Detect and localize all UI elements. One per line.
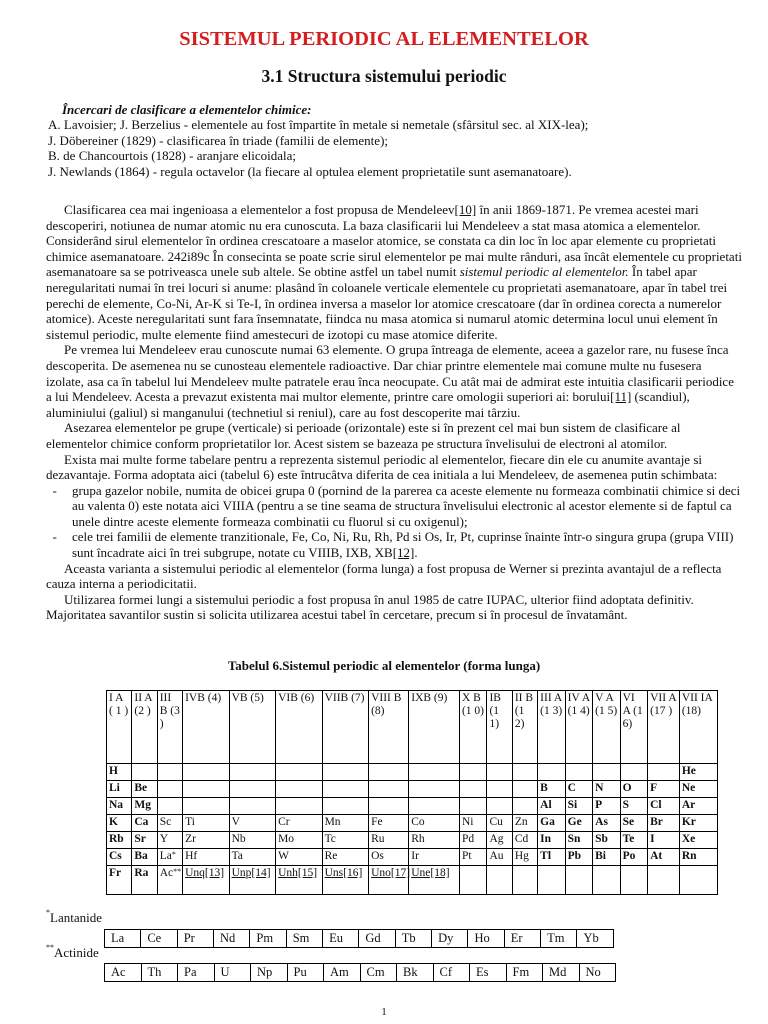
element-cell: Pr bbox=[177, 930, 213, 948]
empty-cell bbox=[229, 764, 276, 781]
element-cell: Dy bbox=[432, 930, 468, 948]
empty-cell bbox=[229, 781, 276, 798]
empty-cell bbox=[487, 798, 512, 815]
empty-cell bbox=[512, 798, 537, 815]
element-cell: Be bbox=[132, 781, 157, 798]
element-cell: W bbox=[276, 849, 323, 866]
element-cell: Pd bbox=[459, 832, 486, 849]
empty-cell bbox=[409, 798, 460, 815]
page-title: SISTEMUL PERIODIC AL ELEMENTELOR bbox=[179, 28, 589, 50]
paragraph-6: Utilizarea formei lungi a sistemului periodic a fost propusa în anul 1985 de catre IUPAC, ulterior fiind adoptata definitiv. Majoritatea savantilor sustin si solicita utilizarea acestui tabel în cercetare, precum si în procesul de învatamânt. bbox=[46, 591, 694, 623]
element-cell: Tl bbox=[538, 849, 565, 866]
list-item-text bbox=[70, 529, 742, 560]
element-cell: Ne bbox=[679, 781, 717, 798]
element-cell bbox=[229, 866, 276, 895]
element-cell: Ga bbox=[538, 815, 565, 832]
element-cell: Na bbox=[107, 798, 132, 815]
element-cell: In bbox=[538, 832, 565, 849]
group-header: VII A (17 ) bbox=[648, 691, 680, 764]
empty-cell bbox=[679, 866, 717, 895]
element-cell: Fe bbox=[369, 815, 409, 832]
element-cell: Cl bbox=[648, 798, 680, 815]
element-cell: Sb bbox=[593, 832, 620, 849]
footnote-mark: ** bbox=[173, 867, 182, 876]
group-header: II A (2 ) bbox=[132, 691, 157, 764]
text: în anii 1869-1871. Pe vremea acestei mari descoperiri, notiunea de numar atomic nu era cunoscuta. La baza clasificarii lui Mendeleev a stat masa atomica a elementelor. Considerând sirul elementelor în ordinea crescatoare a maselor atomice, se constata ca din loc în loc apar elemente cu proprietati chimice asemanatoare. 242i89c În consecinta se poate scrie sirul elementelor pe mai multe rânduri, asa încât elementele cu proprietati asemanatoare sa se potriveasca unele sub altele. Se obtine astfel un tabel numit bbox=[46, 202, 742, 280]
element-cell: Tc bbox=[322, 832, 369, 849]
element-cell: Cu bbox=[487, 815, 512, 832]
element-cell: Os bbox=[369, 849, 409, 866]
list-item bbox=[46, 483, 742, 530]
element-cell: Np bbox=[251, 964, 288, 982]
element-cell: Ac bbox=[105, 964, 142, 982]
element-cell: K bbox=[107, 815, 132, 832]
list-item bbox=[46, 529, 742, 560]
element-cell: Nb bbox=[229, 832, 276, 849]
element-cell: Y bbox=[157, 832, 182, 849]
empty-cell bbox=[459, 798, 486, 815]
empty-cell bbox=[157, 781, 182, 798]
empty-cell bbox=[459, 866, 486, 895]
empty-cell bbox=[459, 764, 486, 781]
element-cell: Pu bbox=[287, 964, 324, 982]
text: Pe vremea lui Mendeleev erau cunoscute numai 63 elemente. O grupa întreaga de elemente, aceea a gazelor rare, nu fusese înca descoperita. De asemenea nu se cunosteau elementele radioactive. Dar chiar printre elementele mai comune multe nu fusesera izolate, asa ca în tabelul lui Mendeleev multe patratele erau înca neocupate. Cu atât mai de admirat este intuitia clasificarii periodice a lui Mendeleev. Acesta a prevazut existenta mai multor elemente, printre care omologii superiori ai: borului bbox=[46, 342, 734, 405]
text: cele trei familii de elemente tranzitionale, Fe, Co, Ni, Ru, Rh, Pd si Os, Ir, Pt, cuprinse înainte într-o singura grupa (grupa VIII) sunt încadrate aici în trei subgrupe, notate cu VIIIB, IXB, XB bbox=[72, 529, 734, 561]
element-cell: Te bbox=[620, 832, 647, 849]
element-cell: Ge bbox=[565, 815, 592, 832]
element-cell: Tm bbox=[541, 930, 577, 948]
intro-heading: Încercari de clasificare a elementelor chimice: bbox=[62, 102, 312, 117]
group-header: I A ( 1 ) bbox=[107, 691, 132, 764]
element-cell: Ac** bbox=[157, 866, 182, 895]
element-cell bbox=[369, 866, 409, 895]
element-cell: Po bbox=[620, 849, 647, 866]
element-cell: Si bbox=[565, 798, 592, 815]
group-header: III B (3 ) bbox=[157, 691, 182, 764]
empty-cell bbox=[183, 798, 230, 815]
element-cell: V bbox=[229, 815, 276, 832]
group-header: VIB (6) bbox=[276, 691, 323, 764]
element-cell: Yb bbox=[577, 930, 614, 948]
group-header: IB (1 1) bbox=[487, 691, 512, 764]
group-header: VII IA (18) bbox=[679, 691, 717, 764]
element-cell: Ho bbox=[468, 930, 504, 948]
empty-cell bbox=[512, 764, 537, 781]
empty-cell bbox=[409, 764, 460, 781]
element-cell: Fr bbox=[107, 866, 132, 895]
group-header: II B (1 2) bbox=[512, 691, 537, 764]
paragraph-1 bbox=[46, 202, 742, 342]
empty-cell bbox=[620, 764, 647, 781]
element-cell: Eu bbox=[323, 930, 359, 948]
element-cell: Ti bbox=[183, 815, 230, 832]
element-cell: Ba bbox=[132, 849, 157, 866]
empty-cell bbox=[409, 781, 460, 798]
element-cell: Ru bbox=[369, 832, 409, 849]
element-cell: Er bbox=[504, 930, 540, 948]
element-cell: Bi bbox=[593, 849, 620, 866]
empty-cell bbox=[369, 781, 409, 798]
footnote-link[interactable]: Unh[15] bbox=[278, 867, 318, 879]
asterisk-mark: ** bbox=[46, 943, 54, 952]
empty-cell bbox=[512, 866, 537, 895]
text: În tabel apar neregularitati numai în trei locuri si anume: plasând în coloanele verticale elementele cu proprietati asemanatoare, apar în tabel trei perechi de elemente, Co-Ni, Ar-K si Te-I, în ordinea inversa a maselor lor atomice crescatoare (dar în ordinea corecta a numerelor atomice). Aceste neregularitati sunt fara însemnatate, fiindca nu masa atomica si numarul atomic determina locul unui element în sistemul periodic, multe elemente fiind amestecuri de izotopi cu mase atomice diferite. bbox=[46, 264, 728, 342]
element-cell: Hg bbox=[512, 849, 537, 866]
element-cell: Nd bbox=[214, 930, 250, 948]
empty-cell bbox=[538, 866, 565, 895]
element-cell: Br bbox=[648, 815, 680, 832]
footnote-link-12[interactable]: [12] bbox=[392, 545, 415, 561]
element-cell: Fm bbox=[506, 964, 543, 982]
group-header: X B (1 0) bbox=[459, 691, 486, 764]
element-cell: Mn bbox=[322, 815, 369, 832]
section-title: 3.1 Structura sistemului periodic bbox=[261, 66, 507, 86]
empty-cell bbox=[322, 764, 369, 781]
group-header: IXB (9) bbox=[409, 691, 460, 764]
element-cell: As bbox=[593, 815, 620, 832]
lanthanide-label bbox=[46, 910, 102, 926]
intro-block bbox=[48, 102, 738, 179]
empty-cell bbox=[538, 764, 565, 781]
empty-cell bbox=[276, 798, 323, 815]
intro-line: B. de Chancourtois (1828) - aranjare elicoidala; bbox=[48, 148, 296, 164]
empty-cell bbox=[593, 764, 620, 781]
text: (scandiul), aluminiului (galiul) si manganului (technetiul si reniul), care au fost descoperite mai târziu. bbox=[46, 389, 690, 420]
element-cell: Ar bbox=[679, 798, 717, 815]
label-text: Lantanide bbox=[50, 910, 102, 925]
element-cell: Co bbox=[409, 815, 460, 832]
group-header: V A (1 5) bbox=[593, 691, 620, 764]
element-cell: Sn bbox=[565, 832, 592, 849]
table-caption: Tabelul 6.Sistemul periodic al elementelor (forma lunga) bbox=[227, 658, 541, 673]
element-cell: Rb bbox=[107, 832, 132, 849]
element-cell: Cs bbox=[107, 849, 132, 866]
element-cell: Rn bbox=[679, 849, 717, 866]
empty-cell bbox=[157, 764, 182, 781]
element-cell: Bk bbox=[397, 964, 434, 982]
element-cell: Cr bbox=[276, 815, 323, 832]
element-cell: Re bbox=[322, 849, 369, 866]
element-cell: Ag bbox=[487, 832, 512, 849]
lanthanide-series bbox=[104, 929, 614, 948]
group-header: VB (5) bbox=[229, 691, 276, 764]
footnote-link[interactable]: Unp[14] bbox=[231, 867, 271, 879]
actinide-label bbox=[46, 945, 99, 961]
element-cell: Zn bbox=[512, 815, 537, 832]
group-header: IVB (4) bbox=[183, 691, 230, 764]
element-cell: Mo bbox=[276, 832, 323, 849]
bullet-dash: - bbox=[46, 529, 57, 545]
element-cell: Ra bbox=[132, 866, 157, 895]
empty-cell bbox=[369, 798, 409, 815]
empty-cell bbox=[620, 866, 647, 895]
group-header: VIII B (8) bbox=[369, 691, 409, 764]
element-cell: Ir bbox=[409, 849, 460, 866]
element-cell: Ca bbox=[132, 815, 157, 832]
element-cell: I bbox=[648, 832, 680, 849]
element-cell: F bbox=[648, 781, 680, 798]
element-cell: Pb bbox=[565, 849, 592, 866]
element-cell: U bbox=[214, 964, 251, 982]
element-cell: Cd bbox=[512, 832, 537, 849]
element-cell: Am bbox=[324, 964, 361, 982]
element-cell: Pt bbox=[459, 849, 486, 866]
footnote-link[interactable]: Unq[13] bbox=[185, 867, 225, 879]
element-cell: Ce bbox=[141, 930, 177, 948]
element-cell: Mg bbox=[132, 798, 157, 815]
actinide-series bbox=[104, 963, 616, 982]
element-cell: Tb bbox=[395, 930, 431, 948]
element-cell: Hf bbox=[183, 849, 230, 866]
element-cell: Es bbox=[470, 964, 507, 982]
asterisk-mark: * bbox=[46, 908, 50, 917]
page-number: 1 bbox=[381, 1006, 387, 1018]
element-cell: At bbox=[648, 849, 680, 866]
element-cell: C bbox=[565, 781, 592, 798]
paragraph-4: Exista mai multe forme tabelare pentru a reprezenta sistemul periodic al elementelor, fiecare din ele cu anumite avantaje si dezavantaje. Forma adoptata aici (tabelul 6) este întrucâtva diferita de cea initiala a lui Mendeleev, de asemenea putin schimbata: bbox=[46, 451, 718, 483]
group-header: VIIB (7) bbox=[322, 691, 369, 764]
element-cell: Cm bbox=[360, 964, 397, 982]
empty-cell bbox=[229, 798, 276, 815]
element-cell: Md bbox=[543, 964, 580, 982]
element-cell: N bbox=[593, 781, 620, 798]
element-cell: O bbox=[620, 781, 647, 798]
paragraph-3: Asezarea elementelor pe grupe (verticale) si perioade (orizontale) este si în prezent cel mai bun sistem de clasificare al elementelor chimice conform proprietatilor lor. Acest sistem se bazeaza pe structura învelisului de electroni al atomilor. bbox=[46, 420, 681, 451]
empty-cell bbox=[369, 764, 409, 781]
element-cell: Al bbox=[538, 798, 565, 815]
bullet-dash: - bbox=[46, 482, 57, 498]
body-text bbox=[46, 202, 742, 623]
empty-cell bbox=[276, 764, 323, 781]
element-cell: Xe bbox=[679, 832, 717, 849]
empty-cell bbox=[487, 781, 512, 798]
element-cell bbox=[276, 866, 323, 895]
element-cell: He bbox=[679, 764, 717, 781]
element-cell bbox=[183, 866, 230, 895]
footnote-link-10[interactable]: [10] bbox=[454, 202, 477, 217]
footnote-link-11[interactable]: [11] bbox=[610, 389, 632, 405]
element-cell: La* bbox=[157, 849, 182, 866]
empty-cell bbox=[648, 866, 680, 895]
label-text: Actinide bbox=[54, 945, 99, 960]
element-cell: No bbox=[579, 964, 616, 982]
footnote-mark: * bbox=[171, 850, 176, 859]
empty-cell bbox=[487, 764, 512, 781]
element-cell: Ta bbox=[229, 849, 276, 866]
text: . bbox=[414, 545, 418, 561]
element-cell: Zr bbox=[183, 832, 230, 849]
empty-cell bbox=[648, 764, 680, 781]
group-header: IV A (1 4) bbox=[565, 691, 592, 764]
footnote-link[interactable]: Une[18] bbox=[411, 867, 450, 879]
empty-cell bbox=[157, 798, 182, 815]
element-cell: Se bbox=[620, 815, 647, 832]
empty-cell bbox=[276, 781, 323, 798]
element-cell: Pa bbox=[178, 964, 215, 982]
footnote-link[interactable]: Uns[16] bbox=[324, 867, 363, 879]
element-cell: Sc bbox=[157, 815, 182, 832]
element-cell: Kr bbox=[679, 815, 717, 832]
element-cell: Rh bbox=[409, 832, 460, 849]
element-cell: S bbox=[620, 798, 647, 815]
empty-cell bbox=[459, 781, 486, 798]
text: Clasificarea cea mai ingenioasa a elementelor a fost propusa de Mendeleev bbox=[64, 202, 455, 217]
intro-line: J. Newlands (1864) - regula octavelor (la fiecare al optulea element proprietatile sunt asemanatoare). bbox=[48, 163, 572, 179]
footnote-link[interactable]: Uno[17] bbox=[371, 867, 411, 879]
group-header: III A (1 3) bbox=[538, 691, 565, 764]
paragraph-2 bbox=[46, 342, 742, 420]
empty-cell bbox=[132, 764, 157, 781]
element-cell: Li bbox=[107, 781, 132, 798]
element-cell: B bbox=[538, 781, 565, 798]
element-cell: Sm bbox=[286, 930, 322, 948]
intro-line: J. Döbereiner (1829) - clasificarea în triade (familii de elemente); bbox=[48, 132, 389, 148]
empty-cell bbox=[565, 866, 592, 895]
element-cell: Th bbox=[141, 964, 178, 982]
empty-cell bbox=[322, 781, 369, 798]
element-cell: Cf bbox=[433, 964, 470, 982]
empty-cell bbox=[183, 764, 230, 781]
element-cell: La bbox=[105, 930, 141, 948]
paragraph-5: Aceasta varianta a sistemului periodic al elementelor (forma lunga) a fost propusa de Werner si prezinta avantajul de a reflecta cauza interna a periodicitatii. bbox=[46, 560, 722, 592]
element-cell: Gd bbox=[359, 930, 395, 948]
empty-cell bbox=[487, 866, 512, 895]
empty-cell bbox=[565, 764, 592, 781]
element-cell: Ni bbox=[459, 815, 486, 832]
element-cell bbox=[409, 866, 460, 895]
empty-cell bbox=[593, 866, 620, 895]
group-header: VI A (1 6) bbox=[620, 691, 647, 764]
italic-term: sistemul periodic al elementelor. bbox=[459, 264, 629, 280]
intro-line: A. Lavoisier; J. Berzelius - elementele au fost împartite în metale si nemetale (sfârsitul sec. al XIX-lea); bbox=[48, 117, 589, 133]
empty-cell bbox=[183, 781, 230, 798]
element-cell bbox=[322, 866, 369, 895]
element-cell: Au bbox=[487, 849, 512, 866]
element-cell: P bbox=[593, 798, 620, 815]
empty-cell bbox=[512, 781, 537, 798]
element-cell: Pm bbox=[250, 930, 286, 948]
element-cell: H bbox=[107, 764, 132, 781]
empty-cell bbox=[322, 798, 369, 815]
list-item-text: grupa gazelor nobile, numita de obicei grupa 0 (pornind de la parerea ca aceste elemente nu formeaza combinatii chimice si deci au valenta 0) este notata aici VIIIA (pentru a se tine seama de structura învelisului electronic al acestor elemente si de faptul ca unele dintre aceste elemente formeaza combinatii cu fluorul si cu oxigenul); bbox=[72, 482, 741, 529]
element-cell: Sr bbox=[132, 832, 157, 849]
periodic-table bbox=[106, 690, 718, 895]
